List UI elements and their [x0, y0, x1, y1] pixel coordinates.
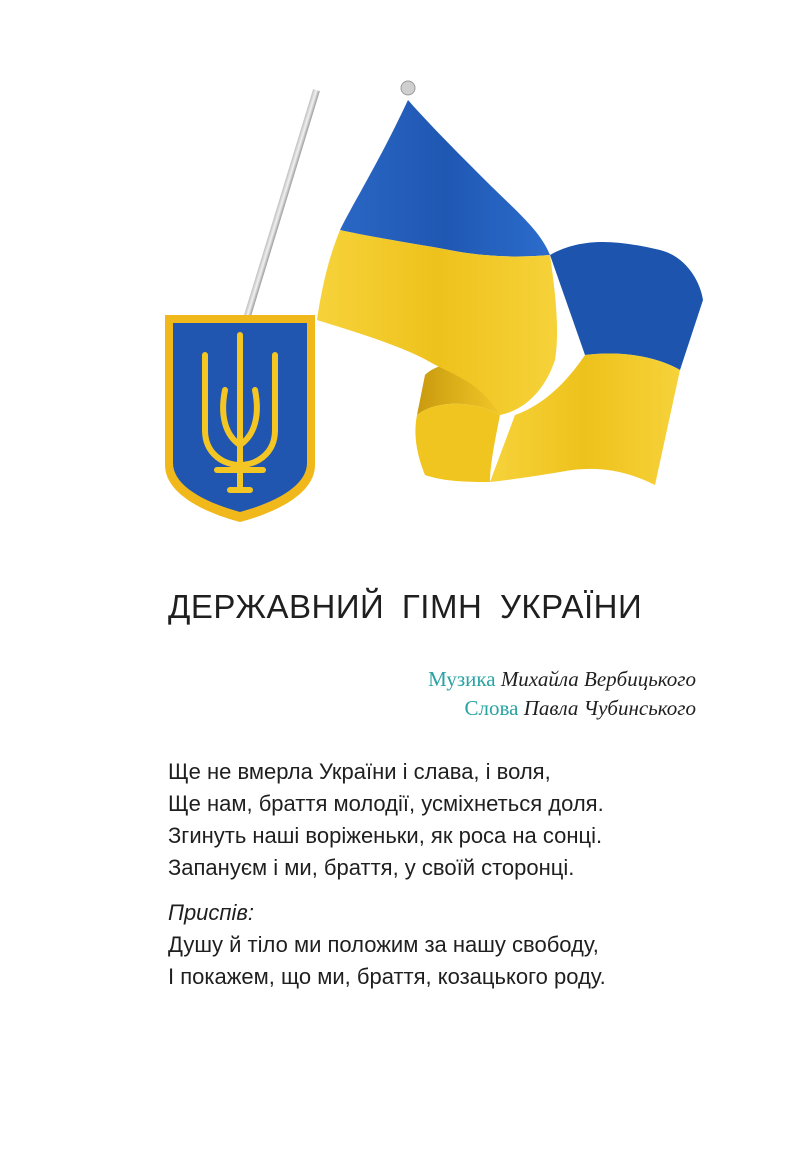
verse-line: Запануєм і ми, браття, у своїй сторонці. [168, 855, 575, 880]
page-title: ДЕРЖАВНИЙ ГІМН УКРАЇНИ [168, 588, 643, 625]
refrain [168, 897, 606, 993]
verse-line: Згинуть наші воріженьки, як роса на сонці. [168, 823, 603, 848]
trident-coat-of-arms-icon [165, 315, 315, 522]
refrain-line: І покажем, що ми, браття, козацького роду. [168, 964, 606, 989]
lyrics-label: Слова [464, 696, 519, 720]
verse-line: Ще нам, браття молодії, усміхнеться доля. [168, 791, 604, 816]
lyrics-credit [428, 694, 696, 723]
flag-back-blue [550, 242, 703, 370]
verse [168, 756, 604, 884]
lyrics-author: Павла Чубинського [523, 696, 696, 720]
flag-lower-swirl [415, 404, 500, 482]
flagpole [239, 89, 320, 335]
flag-front-blue [340, 100, 550, 256]
illustration [155, 70, 715, 530]
music-label: Музика [428, 667, 496, 691]
refrain-label: Приспів: [168, 900, 255, 925]
music-author: Михайла Вербицького [500, 667, 696, 691]
refrain-line: Душу й тіло ми положим за нашу свободу, [168, 932, 599, 957]
flagpole-finial [401, 81, 415, 95]
music-credit [428, 665, 696, 694]
credits [428, 665, 696, 723]
verse-line: Ще не вмерла України і слава, і воля, [168, 759, 551, 784]
